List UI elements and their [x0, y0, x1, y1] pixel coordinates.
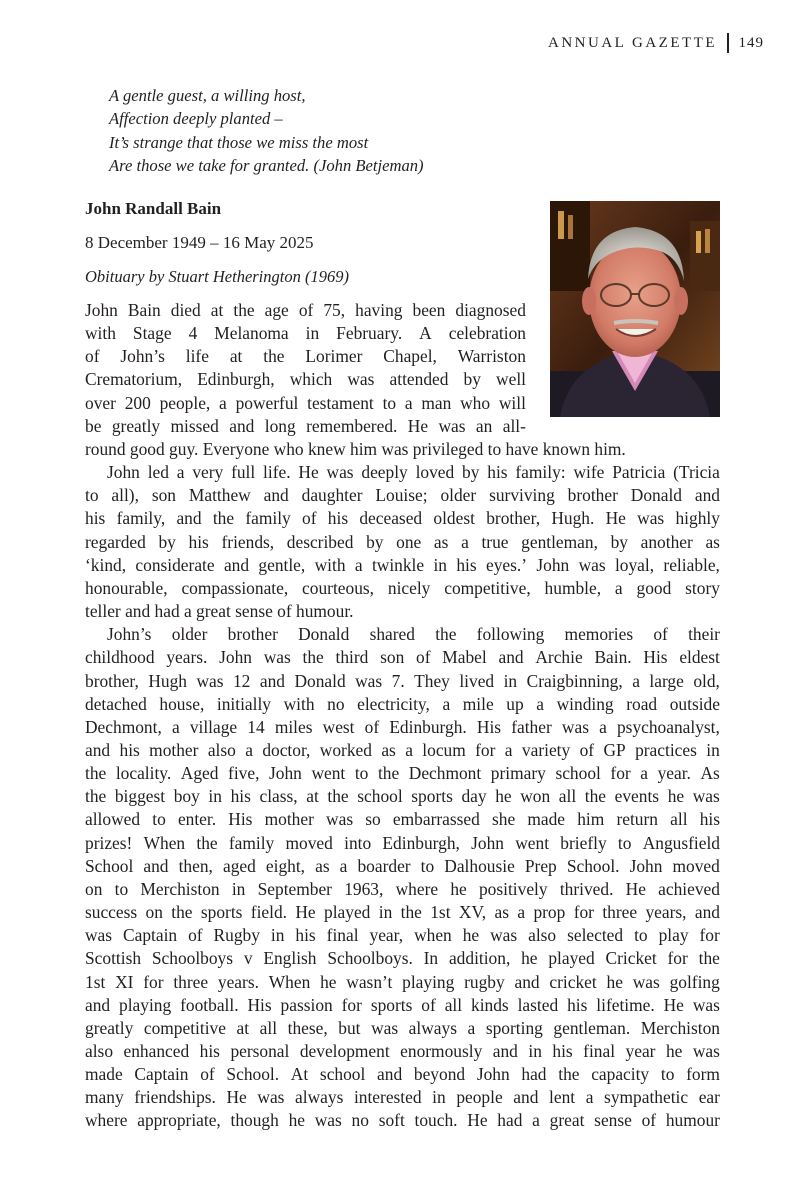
body-line: his family, and the family of his deceased oldest brother, Hugh. He was highly: [85, 508, 720, 529]
body-line: and his mother also a doctor, worked as a locum for a variety of GP practices in: [85, 739, 720, 760]
body-line: prizes! When the family moved into Edinburgh, John went briefly to Angusfield: [85, 832, 720, 853]
body-line: ‘kind, considerate and gentle, with a twinkle in his eyes.’ John was loyal, reliable,: [85, 554, 720, 575]
body-line: of John’s life at the Lorimer Chapel, Warriston: [85, 346, 526, 367]
verse-line: A gentle guest, a willing host,: [109, 86, 306, 105]
body-line: round good guy. Everyone who knew him was privileged to have known him.: [85, 438, 626, 459]
body-line: John Bain died at the age of 75, having been diagnosed: [85, 300, 526, 320]
obituary-body: [85, 299, 720, 1133]
body-line: brother, Hugh was 12 and Donald was 7. They lived in Craigbinning, a large old,: [85, 670, 720, 691]
verse-line: Are those we take for granted. (John Betjeman): [109, 156, 424, 176]
running-header: [548, 33, 764, 53]
body-line: over 200 people, a powerful testament to a man who will: [85, 392, 526, 413]
obituary-dates: 8 December 1949 – 16 May 2025: [85, 233, 314, 252]
body-line: childhood years. John was the third son of Mabel and Archie Bain. His eldest: [85, 647, 720, 668]
body-line: greatly competitive at all these, but was always a sporting gentleman. Merchiston: [85, 1017, 720, 1038]
body-line: with Stage 4 Melanoma in February. A celebration: [85, 323, 526, 344]
body-line: was Captain of Rugby in his final year, when he was also selected to play for: [85, 925, 720, 946]
body-line: be greatly missed and long remembered. He was an all-: [85, 415, 526, 436]
body-line: success on the sports field. He played in the 1st XV, as a prop for three years, and: [85, 902, 720, 923]
body-line: detached house, initially with no electricity, a mile up a winding road outside: [85, 693, 720, 714]
body-line: School and then, aged eight, as a boarder to Dalhousie Prep School. John moved: [85, 855, 720, 876]
verse-line: It’s strange that those we miss the most: [109, 132, 369, 152]
body-line: Scottish Schoolboys v English Schoolboys. In addition, he played Cricket for the: [85, 948, 720, 969]
page-number: 149: [738, 34, 764, 51]
body-line: regarded by his friends, described by one as a true gentleman, by another as: [85, 531, 720, 552]
body-line: allowed to enter. His mother was so embarrassed she made him return all his: [85, 809, 720, 830]
body-line: on to Merchiston in September 1963, where he positively thrived. He achieved: [85, 878, 720, 899]
verse-line: Affection deeply planted –: [109, 109, 283, 129]
body-line: Dechmont, a village 14 miles west of Edinburgh. His father was a psychoanalyst,: [85, 716, 720, 737]
obituary-byline: Obituary by Stuart Hetherington (1969): [85, 267, 349, 286]
body-line: many friendships. He was always interested in people and lent a sympathetic ear: [85, 1087, 720, 1108]
body-line: the biggest boy in his class, at the school sports day he won all the events he was: [85, 786, 720, 807]
body-line: and playing football. His passion for sports of all kinds lasted his lifetime. He was: [85, 994, 720, 1015]
body-line: 1st XI for three years. When he wasn’t playing rugby and cricket he was golfing: [85, 971, 720, 992]
body-line: John led a very full life. He was deeply loved by his family: wife Patricia (Tricia: [107, 462, 720, 483]
epigraph-verse: [109, 84, 424, 178]
body-line: John’s older brother Donald shared the following memories of their: [107, 624, 720, 645]
publication-title: ANNUAL GAZETTE: [548, 34, 717, 51]
body-line: to all), son Matthew and daughter Louise; older surviving brother Donald and: [85, 485, 720, 506]
body-line: Crematorium, Edinburgh, which was attended by well: [85, 369, 526, 390]
header-divider: [727, 33, 729, 53]
body-line: honourable, compassionate, courteous, nicely competitive, humble, a good story: [85, 577, 720, 598]
body-line: where appropriate, though he was no soft touch. He had a great sense of humour: [85, 1110, 720, 1131]
body-line: made Captain of School. At school and beyond John had the capacity to form: [85, 1064, 720, 1085]
body-line: also enhanced his personal development enormously and in his final year he was: [85, 1041, 720, 1061]
body-line: teller and had a great sense of humour.: [85, 601, 354, 622]
obituary-name: John Randall Bain: [85, 199, 222, 218]
body-line: the locality. Aged five, John went to the Dechmont primary school for a year. As: [85, 763, 720, 784]
